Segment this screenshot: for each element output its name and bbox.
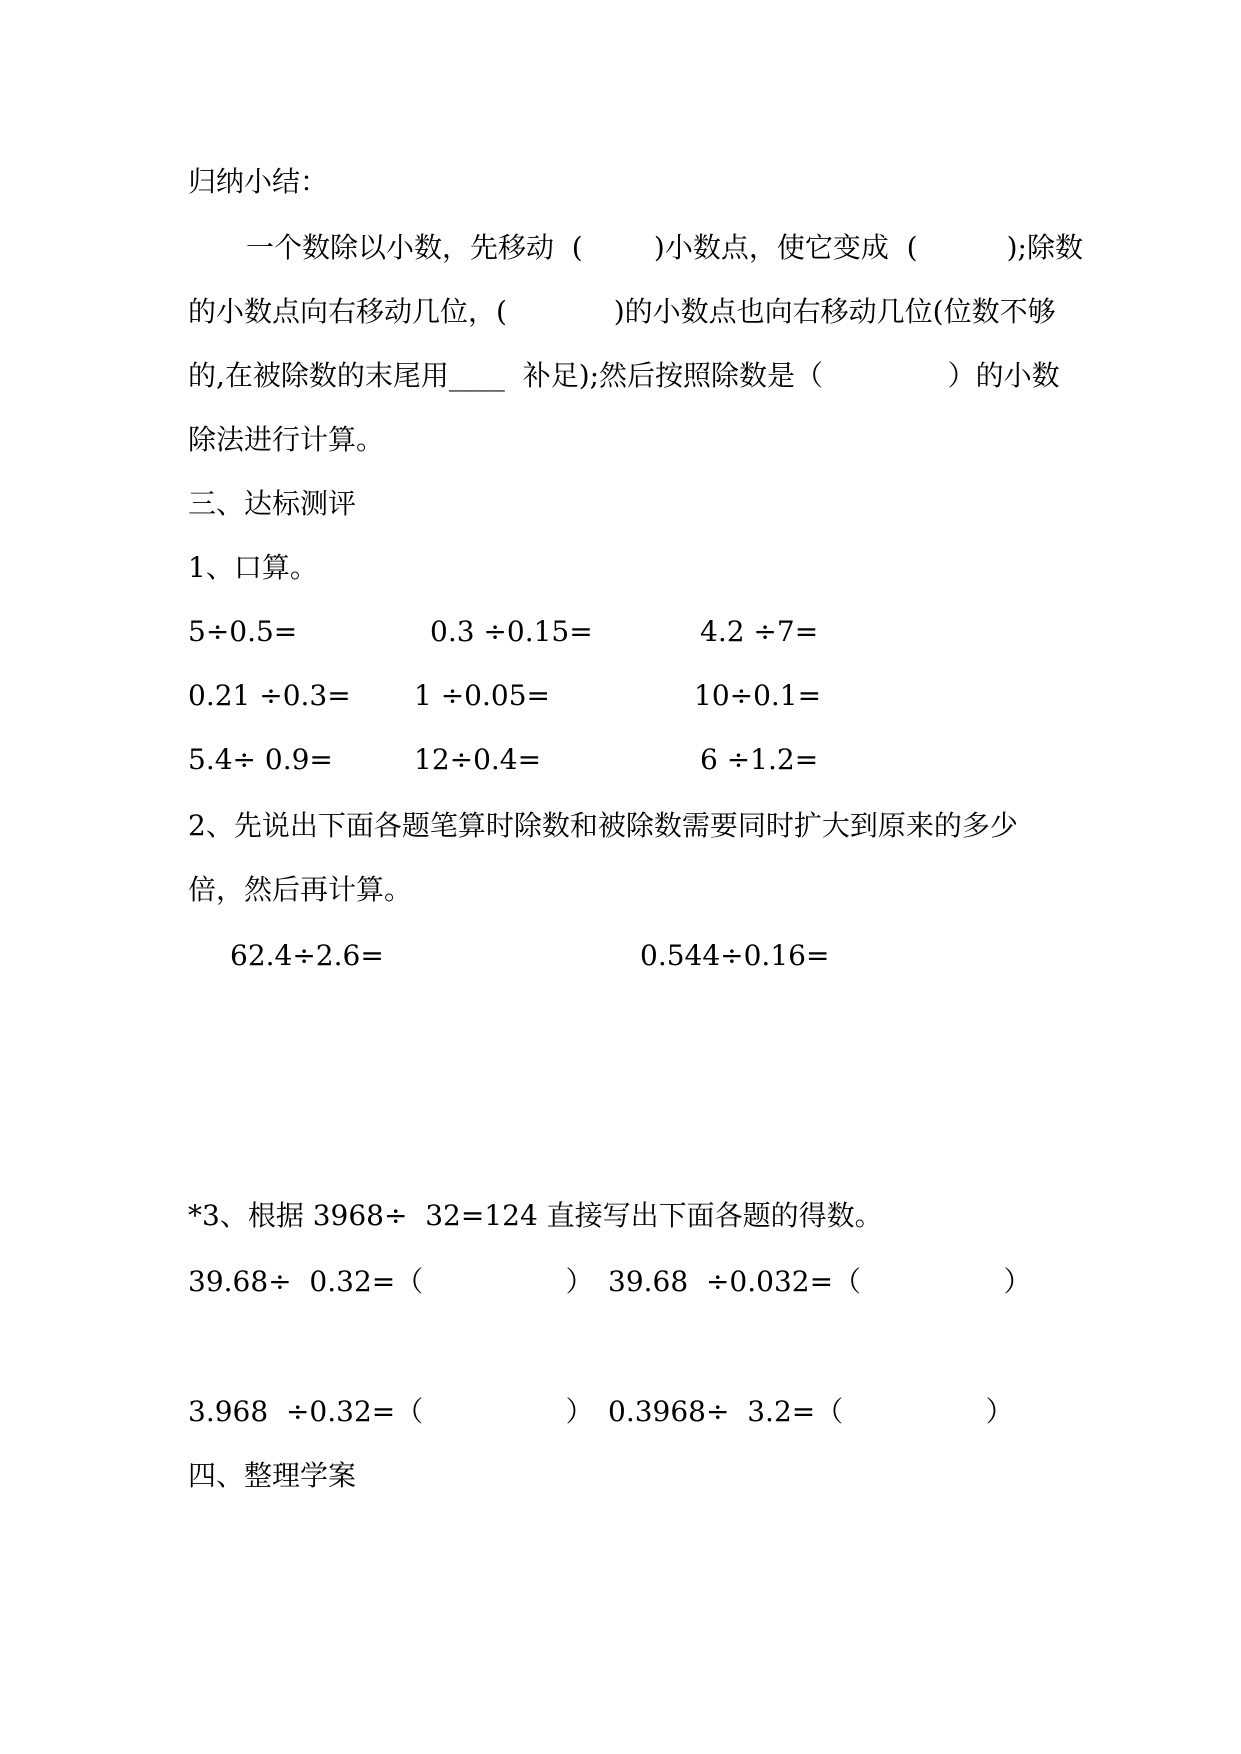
- q1-item: 5.4÷ 0.9=: [188, 743, 333, 776]
- q1-item: 1 ÷0.05=: [414, 679, 550, 712]
- q2-item: 0.544÷0.16=: [640, 939, 830, 972]
- summary-line-4: 除法进行计算。: [188, 423, 385, 456]
- q2-title-line-1: 2、先说出下面各题笔算时除数和被除数需要同时扩大到原来的多少: [188, 809, 1018, 842]
- summary-line-1: 一个数除以小数，先移动 ( )小数点，使它变成 ( );除数: [246, 231, 1083, 264]
- q3-title: *3、根据 3968÷ 32=124 直接写出下面各题的得数。: [188, 1199, 883, 1232]
- q3-item: 0.3968÷ 3.2=（ ）: [608, 1395, 1014, 1428]
- q3-item: 39.68 ÷0.032=（ ）: [608, 1265, 1032, 1298]
- q1-item: 10÷0.1=: [694, 679, 822, 712]
- q1-item: 6 ÷1.2=: [700, 743, 819, 776]
- summary-line-2: 的小数点向右移动几位，( )的小数点也向右移动几位(位数不够: [188, 295, 1056, 328]
- q2-item: 62.4÷2.6=: [230, 939, 384, 972]
- q1-item: 12÷0.4=: [414, 743, 542, 776]
- q1-item: 4.2 ÷7=: [700, 615, 819, 648]
- summary-heading: 归纳小结：: [188, 165, 329, 198]
- q3-item: 3.968 ÷0.32=（ ）: [188, 1395, 594, 1428]
- q2-title-line-2: 倍，然后再计算。: [188, 873, 413, 906]
- q3-item: 39.68÷ 0.32=（ ）: [188, 1265, 594, 1298]
- q1-title: 1、口算。: [188, 551, 318, 584]
- summary-line-3: 的,在被除数的末尾用____ 补足);然后按照除数是（ ）的小数: [188, 359, 1060, 392]
- q1-item: 5÷0.5=: [188, 615, 298, 648]
- section4-heading: 四、整理学案: [188, 1459, 357, 1492]
- q1-item: 0.3 ÷0.15=: [430, 615, 593, 648]
- section3-heading: 三、达标测评: [188, 487, 357, 520]
- q1-item: 0.21 ÷0.3=: [188, 679, 351, 712]
